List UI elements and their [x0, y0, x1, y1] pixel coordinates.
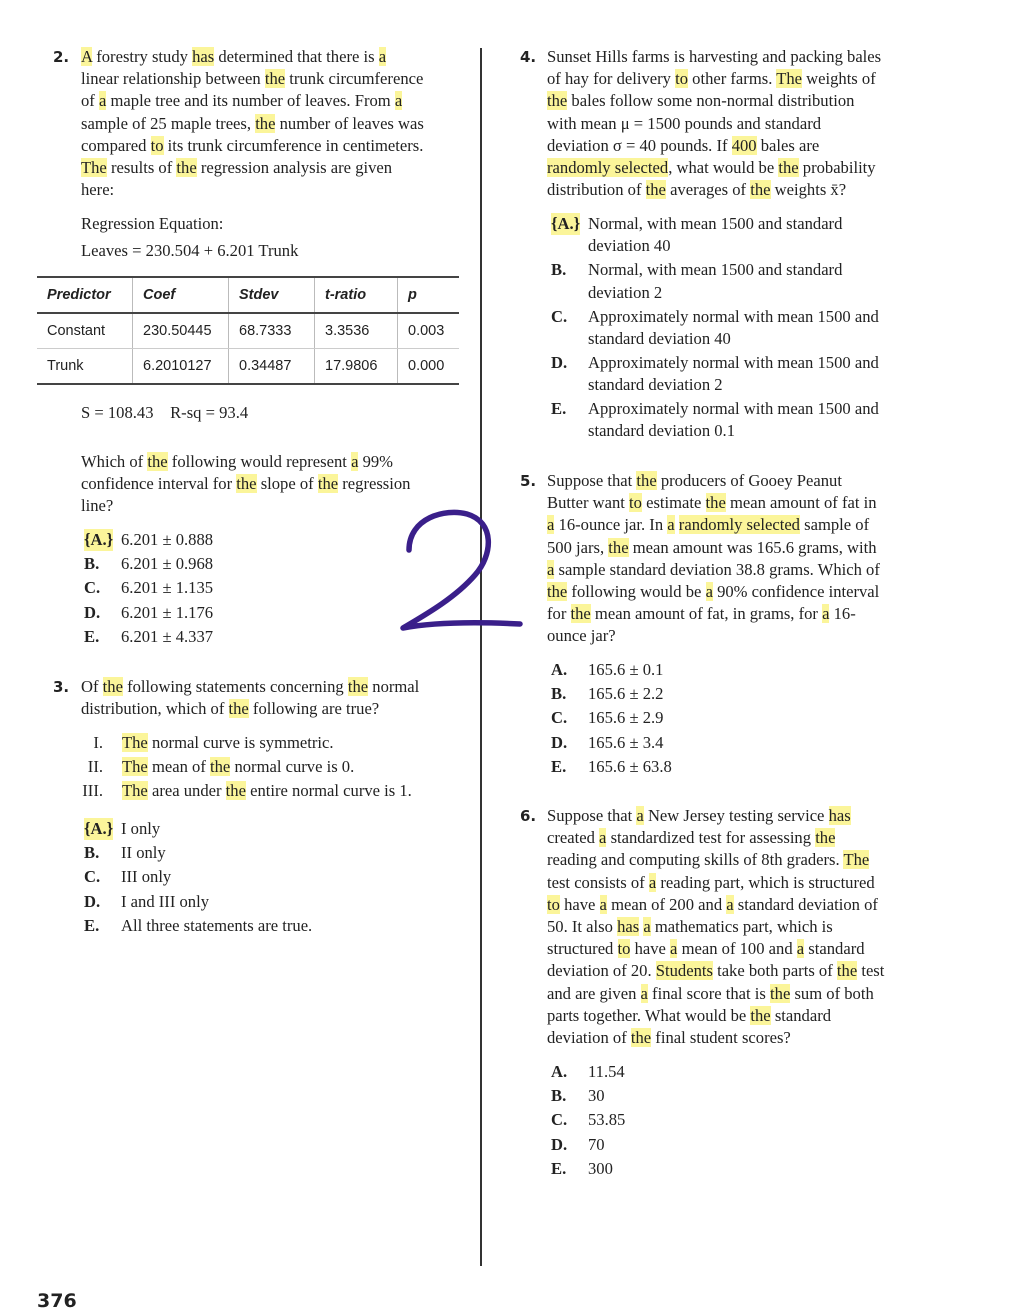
col-header: t-ratio: [315, 277, 398, 313]
highlighted-word: the: [547, 581, 568, 601]
text-line: here:: [81, 180, 115, 200]
text-line: Which of the following would represent a 99%: [81, 452, 394, 471]
text-line: a 16-ounce jar. In a randomly selected sample of: [547, 515, 870, 535]
highlighted-word: a: [378, 47, 387, 66]
choice-text: Approximately normal with mean 1500 and standard deviation 0.1: [588, 399, 879, 441]
highlighted-word: the: [236, 474, 257, 494]
choice-text: 70: [588, 1134, 605, 1154]
cell: 0.000: [398, 349, 460, 385]
highlighted-word: the: [636, 471, 657, 490]
choice-text: 6.201 ± 4.337: [121, 626, 214, 646]
highlighted-word: to: [629, 493, 642, 513]
highlighted-word: A: [81, 47, 93, 66]
choice-letter: B.: [551, 684, 567, 704]
question-number: 4.: [520, 48, 537, 66]
choice-letter: B.: [551, 1086, 567, 1106]
text-line: test consists of a reading part, which is structured: [547, 872, 875, 892]
text-line: deviation of the final student scores?: [547, 1027, 791, 1047]
highlighted-word: the: [630, 1027, 652, 1047]
text-line: structured to have a mean of 100 and a standard: [547, 939, 865, 959]
choice-text: 165.6 ± 0.1: [588, 660, 664, 679]
question-number: 5.: [520, 472, 537, 490]
q5-stem: [547, 470, 880, 648]
cell: 3.3536: [315, 313, 398, 349]
text-line: Sunset Hills farms is harvesting and packing bales: [547, 47, 882, 66]
choice-letter: D.: [551, 1134, 568, 1154]
regression-equation: Leaves = 230.504 + 6.201 Trunk: [81, 241, 299, 260]
highlighted-word: the: [645, 180, 666, 200]
choice-letter: B.: [84, 843, 100, 863]
q4-stem: [547, 46, 881, 201]
choice-text: 165.6 ± 63.8: [588, 756, 672, 776]
text-line: The results of the regression analysis are given: [81, 157, 393, 177]
highlighted-word: the: [750, 180, 771, 200]
choice-text: 6.201 ± 0.968: [121, 554, 214, 574]
highlighted-word: the: [255, 113, 276, 133]
regression-label: Regression Equation:: [81, 214, 224, 233]
choice-letter: B.: [84, 554, 100, 574]
choice-text: 300: [588, 1158, 613, 1178]
choice-text: All three statements are true.: [121, 915, 313, 935]
highlighted-word: a: [394, 91, 403, 111]
text-line: ounce jar?: [547, 626, 616, 646]
table-row: [37, 349, 459, 385]
page-number: 376: [37, 1290, 77, 1312]
highlighted-word: a: [640, 983, 648, 1003]
text-line: A forestry study has determined that there is a: [81, 47, 387, 66]
highlighted-word: 400: [731, 135, 757, 155]
text-line: distribution, which of the following are true?: [81, 699, 380, 719]
choice-letter: E.: [84, 626, 100, 646]
highlighted-word: a: [547, 515, 555, 535]
highlighted-word: the: [210, 757, 231, 776]
highlighted-word: a: [648, 872, 657, 892]
text-line: Suppose that the producers of Gooey Peanut: [547, 471, 842, 490]
highlighted-word: a: [636, 806, 644, 825]
highlighted-word: a: [643, 916, 651, 936]
highlighted-word: the: [147, 452, 168, 471]
choice-text: II only: [121, 843, 166, 863]
highlighted-word: to: [547, 894, 560, 914]
highlighted-word: The: [122, 781, 148, 800]
choice-text: III only: [121, 867, 172, 887]
text-line: Of the following statements concerning the normal: [81, 677, 420, 696]
text-line: and are given a final score that is the sum of both: [547, 983, 874, 1003]
highlighted-word: to: [150, 135, 164, 155]
highlighted-word: The: [122, 733, 148, 752]
choice-text: 165.6 ± 2.9: [588, 708, 664, 728]
col-header: Coef: [133, 277, 229, 313]
highlighted-word: the: [570, 604, 591, 624]
col-header: Stdev: [229, 277, 315, 313]
cell: 17.9806: [315, 349, 398, 385]
highlighted-word: a: [547, 559, 555, 579]
statement-text: The normal curve is symmetric.: [122, 733, 334, 752]
highlighted-word: The: [81, 157, 107, 177]
question-number: 2.: [53, 48, 70, 66]
highlighted-word: a: [667, 515, 675, 535]
text-line: 500 jars, the mean amount was 165.6 grams, with: [547, 537, 877, 557]
text-line: the bales follow some non-normal distribution: [547, 91, 855, 111]
regression-summary: S = 108.43 R-sq = 93.4: [81, 403, 249, 422]
text-line: created a standardized test for assessing the: [547, 828, 836, 848]
choice-text: Approximately normal with mean 1500 and standard deviation 2: [588, 352, 879, 395]
highlighted-word: a: [822, 604, 830, 624]
highlighted-word: the: [836, 961, 858, 981]
choice-letter: D.: [84, 891, 101, 911]
choice-text: 6.201 ± 1.176: [121, 602, 214, 622]
highlighted-word: a: [599, 828, 607, 848]
text-line: reading and computing skills of 8th graders. The: [547, 850, 870, 870]
highlighted-word: the: [317, 474, 339, 494]
choice-text: Approximately normal with mean 1500 and standard deviation 40: [588, 306, 879, 348]
col-header: Predictor: [37, 277, 133, 313]
choice-text: 6.201 ± 0.888: [121, 530, 214, 549]
highlighted-word: The: [776, 69, 802, 89]
text-line: compared to its trunk circumference in centimeters.: [81, 135, 424, 155]
choice-text: Normal, with mean 1500 and standard deviation 40: [588, 214, 843, 256]
choice-letter: C.: [551, 708, 568, 728]
q2-stem: [81, 46, 424, 201]
highlighted-word: a: [599, 894, 607, 914]
text-line: the following would be a 90% confidence interval: [547, 581, 880, 601]
highlighted-word: the: [750, 1005, 771, 1025]
highlighted-word: Students: [655, 961, 713, 981]
highlighted-word: has: [828, 806, 851, 825]
text-line: linear relationship between the trunk circumference: [81, 69, 424, 89]
choice-text: 165.6 ± 3.4: [588, 732, 664, 752]
highlighted-word: the: [705, 493, 726, 513]
choice-letter: {A.}: [84, 818, 113, 840]
roman-numeral: I.: [93, 733, 103, 752]
text-line: 50. It also has a mathematics part, which is: [547, 916, 833, 936]
highlighted-word: to: [617, 939, 631, 959]
cell: 6.2010127: [133, 349, 229, 385]
text-line: a sample standard deviation 38.8 grams. Which of: [547, 559, 880, 579]
text-line: Suppose that a New Jersey testing service has: [547, 806, 851, 825]
highlighted-word: a: [796, 939, 805, 959]
choice-text: 11.54: [588, 1062, 625, 1081]
q3-stem: [81, 676, 419, 720]
q6-stem: [547, 805, 884, 1049]
cell: Constant: [37, 313, 133, 349]
highlighted-word: a: [98, 91, 107, 111]
roman-numeral: II.: [87, 757, 103, 776]
choice-letter: D.: [84, 602, 101, 622]
highlighted-word: a: [351, 452, 359, 471]
choice-letter: E.: [551, 399, 567, 419]
highlighted-word: a: [705, 581, 713, 601]
highlighted-word: a: [670, 939, 678, 959]
highlighted-word: to: [675, 69, 689, 89]
choice-letter: {A.}: [551, 213, 580, 235]
text-line: line?: [81, 496, 114, 516]
text-line: confidence interval for the slope of the regression: [81, 474, 411, 494]
choice-letter: A.: [551, 1062, 568, 1081]
highlighted-word: the: [102, 677, 123, 696]
question-number: 6.: [520, 807, 537, 825]
cell: 230.50445: [133, 313, 229, 349]
highlighted-word: has: [192, 47, 215, 66]
text-line: randomly selected, what would be the probability: [547, 157, 876, 177]
text-line: for the mean amount of fat, in grams, for a 16-: [547, 604, 856, 624]
highlighted-word: the: [176, 157, 197, 177]
question-number: 3.: [53, 678, 70, 696]
col-header: p: [398, 277, 460, 313]
choice-letter: E.: [551, 1158, 567, 1178]
statement-text: The mean of the normal curve is 0.: [122, 757, 355, 776]
text-line: deviation of 20. Students take both parts of the test: [547, 961, 885, 981]
choice-text: 6.201 ± 1.135: [121, 578, 214, 598]
choice-letter: C.: [551, 1110, 568, 1130]
text-line: of a maple tree and its number of leaves. From a: [81, 91, 403, 111]
text-line: parts together. What would be the standard: [547, 1005, 832, 1025]
choice-letter: D.: [551, 352, 568, 372]
regression-table: [37, 276, 459, 385]
highlighted-word: the: [815, 828, 836, 848]
q2-question: [81, 451, 410, 518]
text-line: Butter want to estimate the mean amount of fat in: [547, 493, 877, 513]
choice-text: 165.6 ± 2.2: [588, 684, 664, 704]
highlighted-word: the: [608, 537, 629, 557]
choice-text: 30: [588, 1086, 605, 1106]
choice-letter: C.: [84, 867, 101, 887]
highlighted-word: a: [726, 894, 734, 914]
choice-letter: {A.}: [84, 529, 113, 551]
highlighted-word: has: [617, 916, 640, 936]
choice-letter: D.: [551, 732, 568, 752]
highlighted-word: The: [843, 850, 870, 870]
text-line: of hay for delivery to other farms. The weights of: [547, 69, 876, 89]
text-line: sample of 25 maple trees, the number of leaves was: [81, 113, 424, 133]
statement-text: The area under the entire normal curve is 1.: [122, 781, 412, 800]
text-line: with mean μ = 1500 pounds and standard: [547, 113, 822, 133]
cell: Trunk: [37, 349, 133, 385]
highlighted-word: the: [228, 699, 249, 719]
highlighted-word: randomly selected: [678, 515, 800, 535]
cell: 0.34487: [229, 349, 315, 385]
highlighted-word: the: [778, 157, 799, 177]
cell: 0.003: [398, 313, 460, 349]
text-line: deviation σ = 40 pounds. If 400 bales are: [547, 135, 820, 155]
choice-letter: A.: [551, 660, 568, 679]
highlighted-word: the: [264, 69, 286, 89]
choice-letter: C.: [84, 578, 101, 598]
choice-letter: E.: [551, 756, 567, 776]
cell: 68.7333: [229, 313, 315, 349]
highlighted-word: the: [547, 91, 568, 111]
handwritten-number-mark: [395, 500, 525, 635]
highlighted-word: the: [347, 677, 369, 696]
text-line: distribution of the averages of the weights x̄?: [547, 180, 847, 200]
highlighted-word: The: [122, 757, 148, 776]
choice-text: I only: [121, 819, 161, 838]
choice-text: I and III only: [121, 891, 210, 911]
choice-text: Normal, with mean 1500 and standard deviation 2: [588, 260, 843, 302]
roman-numeral: III.: [82, 781, 103, 800]
choice-letter: B.: [551, 260, 567, 280]
highlighted-word: the: [225, 781, 246, 800]
choice-text: 53.85: [588, 1110, 626, 1130]
text-line: to have a mean of 200 and a standard deviation of: [547, 894, 878, 914]
highlighted-word: the: [770, 983, 791, 1003]
highlighted-word: randomly selected: [547, 157, 669, 177]
column-divider: [480, 48, 482, 1266]
choice-letter: E.: [84, 915, 100, 935]
table-row: [37, 313, 459, 349]
choice-letter: C.: [551, 306, 568, 326]
